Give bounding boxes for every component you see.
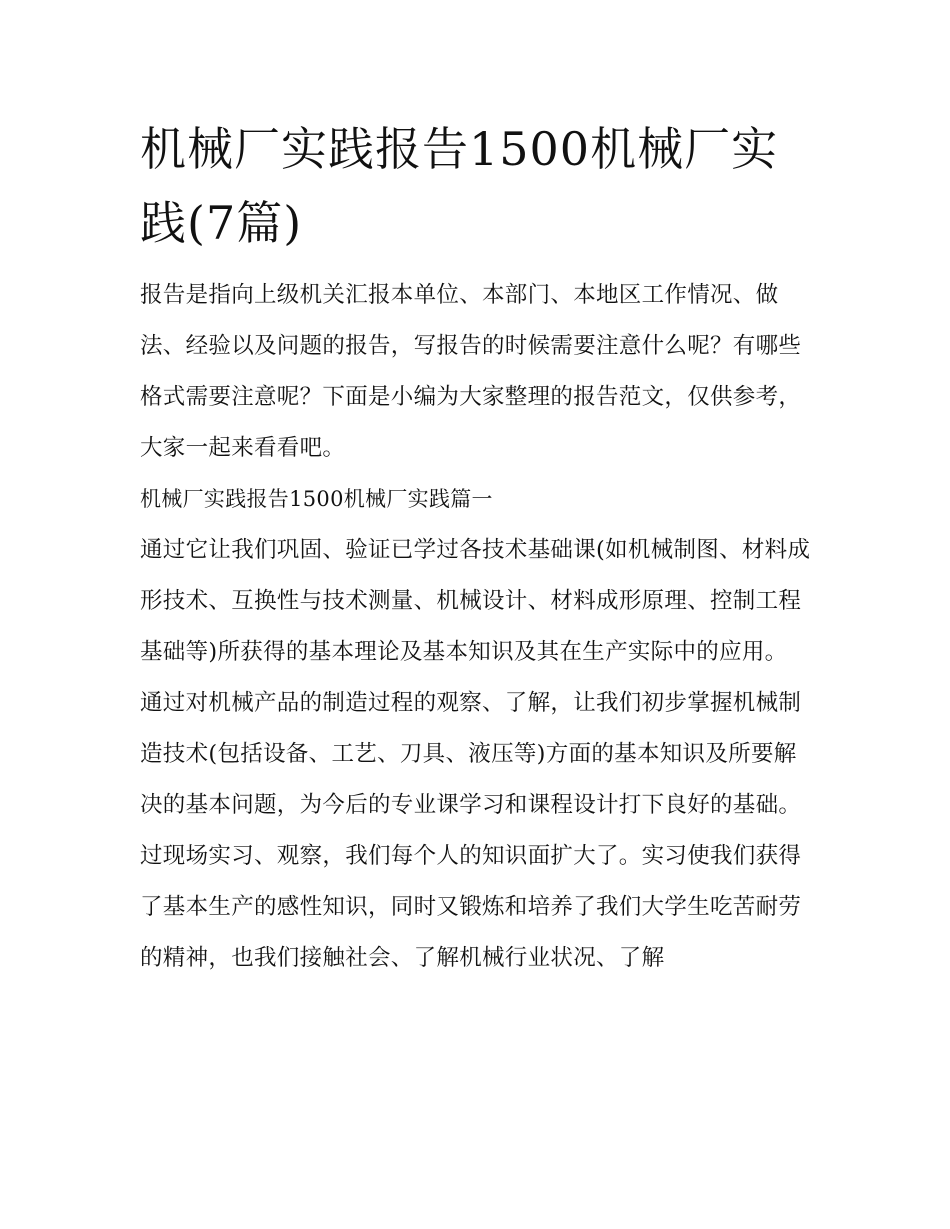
document-title: 机械厂实践报告1500机械厂实践(7篇) <box>140 122 779 250</box>
paragraph: 过现场实习、观察，我们每个人的知识面扩大了。实习使我们获得了基本生产的感性知识，同时又锻炼和培养了我们大学生吃苦耐劳的精神，也我们接触社会、了解机械行业状况、了解 <box>140 843 802 971</box>
section-heading: 机械厂实践报告1500机械厂实践篇一 <box>140 487 493 511</box>
paragraph: 通过它让我们巩固、验证已学过各技术基础课(如机械制图、材料成形技术、互换性与技术测量、机械设计、材料成形原理、控制工程基础等)所获得的基本理论及基本知识及其在生产实际中的应用。 <box>140 537 811 665</box>
document-body <box>140 270 812 984</box>
paragraph-intro: 报告是指向上级机关汇报本单位、本部门、本地区工作情况、做法、经验以及问题的报告，写报告的时候需要注意什么呢？有哪些格式需要注意呢？下面是小编为大家整理的报告范文，仅供参考，大家一起来看看吧。 <box>140 282 802 461</box>
document-page <box>140 112 812 984</box>
paragraph: 通过对机械产品的制造过程的观察、了解，让我们初步掌握机械制造技术(包括设备、工艺、刀具、液压等)方面的基本知识及所要解决的基本问题，为今后的专业课学习和课程设计打下良好的基础。 <box>140 690 802 818</box>
